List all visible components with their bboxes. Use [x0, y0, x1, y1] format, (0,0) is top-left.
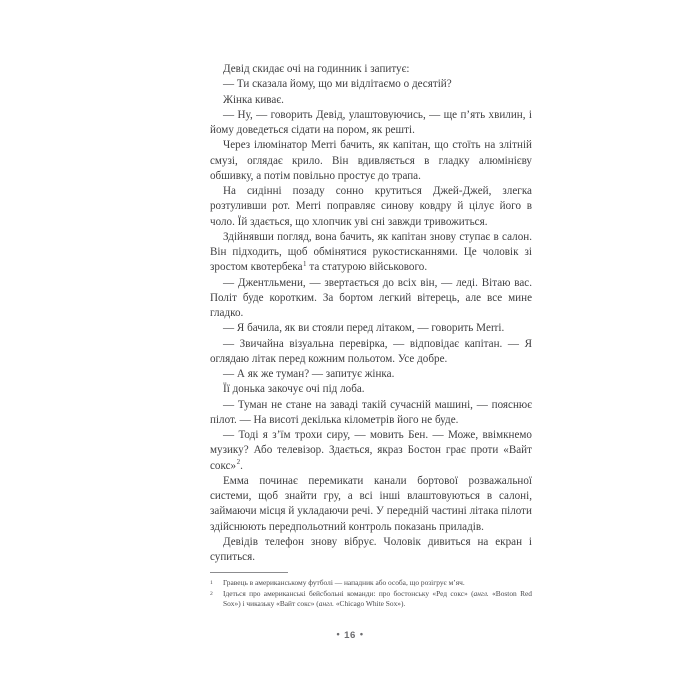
- footnote-separator-rule: [210, 572, 288, 573]
- paragraph-text: — Туман не стане на заваді такій сучасній машині, — пояснює пілот. — На висоті декілька кілометрів його не буде.: [210, 398, 532, 426]
- footnote-segment: Ідеться про американські бейсбольні команди: про бостонську «Ред сокс» (: [223, 588, 474, 598]
- body-paragraph: [210, 428, 532, 474]
- body-paragraph: [210, 474, 532, 535]
- footnote-text: [223, 589, 532, 610]
- paragraph-text: — Ну, — говорить Девід, улаштовуючись, — ще п’ять хвилин, і йому доведеться сідати на пором, як решті.: [210, 108, 532, 136]
- footnote-reference[interactable]: 1: [303, 259, 307, 268]
- paragraph-text: Жінка киває.: [223, 93, 284, 106]
- main-text-block: [210, 62, 532, 565]
- body-paragraph: [210, 77, 532, 92]
- footnote-item: [210, 578, 532, 588]
- body-paragraph: [210, 184, 532, 230]
- footnote-lang-abbrev: англ.: [318, 599, 334, 609]
- paragraph-text: Через ілюмінатор Merri бачить, як капітан, що стоїть на злітній смузі, оглядає крило. Він вдивляється в гладку алюмінієву обшивку, а потім повільно простує до трапа.: [210, 139, 532, 182]
- paragraph-text: — Я бачила, як ви стояли перед літаком, — говорить Merri.: [223, 322, 505, 335]
- body-paragraph: [210, 337, 532, 368]
- paragraph-text: Емма починає перемикати канали бортової розважальної системи, щоб знайти гру, а всі інші влаштовуються в салоні, займаючи місця й укладаючи речі. У передній частині літака пілоти здійснюють передпольотний контроль показань приладів.: [210, 474, 532, 533]
- body-paragraph: [210, 93, 532, 108]
- footnote-text: [223, 578, 532, 588]
- footnote-list: [210, 578, 532, 610]
- footnote-section: [210, 572, 532, 610]
- paragraph-text: На сидінні позаду сонно крутиться Джей-Джей, злегка розтуливши рот. Merri поправляє синову ковдру й цілує його в чоло. Їй здається, що хлопчик уві сні завжди тривожиться.: [210, 185, 532, 228]
- paragraph-text: — Ти сказала йому, що ми відлітаємо о десятій?: [223, 78, 452, 91]
- body-paragraph: [210, 398, 532, 429]
- paragraph-text: — А як же туман? — запитує жінка.: [223, 368, 395, 380]
- footnote-reference[interactable]: 2: [236, 457, 241, 466]
- footnote-marker: 2: [210, 590, 213, 597]
- footnote-lang-abbrev: англ.: [473, 588, 489, 598]
- body-paragraph: [210, 535, 532, 566]
- paragraph-text-before-ref: Здійнявши погляд, вона бачить, як капітан знову ступає в салон. Він підходить, щоб обмінятися рукостисканнями. Це чоловік зі зростом квотербека: [210, 230, 532, 274]
- folio-ornament-right: •: [359, 629, 364, 639]
- body-paragraph: [210, 276, 532, 322]
- body-paragraph: [210, 367, 532, 382]
- footnote-segment: «Boston Red Sox») і чиказьку «Вайт сокс» (: [223, 588, 532, 609]
- body-paragraph: [210, 382, 532, 397]
- page-number-folio: [0, 630, 700, 641]
- folio-ornament-left: •: [336, 629, 341, 639]
- body-paragraph: [210, 62, 532, 77]
- footnote-segment: Гравець в американському футболі — нападник або особа, що розігрує м’яч.: [223, 578, 465, 587]
- body-paragraph: [210, 108, 532, 139]
- paragraph-text: — Джентльмени, — звертається до всіх він, — леді. Вітаю вас. Політ буде коротким. За бортом легкий вітерець, але все мине гладко.: [210, 276, 532, 319]
- body-paragraph: [210, 230, 532, 276]
- paragraph-text-after-ref: та статурою військового.: [306, 261, 428, 274]
- paragraph-text-before-ref: — Тоді я з’їм трохи сиру, — мовить Бен. — Може, ввімкнемо музику? Або телевізор. Здається, якраз Бостон грає проти «Вайт сокс»: [210, 429, 532, 472]
- footnote-segment: «Chicago White Sox»).: [333, 599, 406, 609]
- footnote-marker: 1: [210, 580, 213, 586]
- footnote-item: [210, 589, 532, 610]
- body-paragraph: [210, 138, 532, 184]
- folio-number: 16: [344, 630, 356, 641]
- body-paragraph: [210, 321, 532, 336]
- paragraph-text: — Звичайна візуальна перевірка, — відповідає капітан. — Я оглядаю літак перед кожним польотом. Усе добре.: [210, 337, 532, 365]
- paragraph-text-after-ref: .: [240, 459, 243, 472]
- paragraph-text: Девідів телефон знову вібрує. Чоловік дивиться на екран і супиться.: [210, 535, 532, 563]
- paragraph-text: Її донька закочує очі під лоба.: [223, 383, 365, 396]
- paragraph-text: Девід скидає очі на годинник і запитує:: [223, 63, 410, 75]
